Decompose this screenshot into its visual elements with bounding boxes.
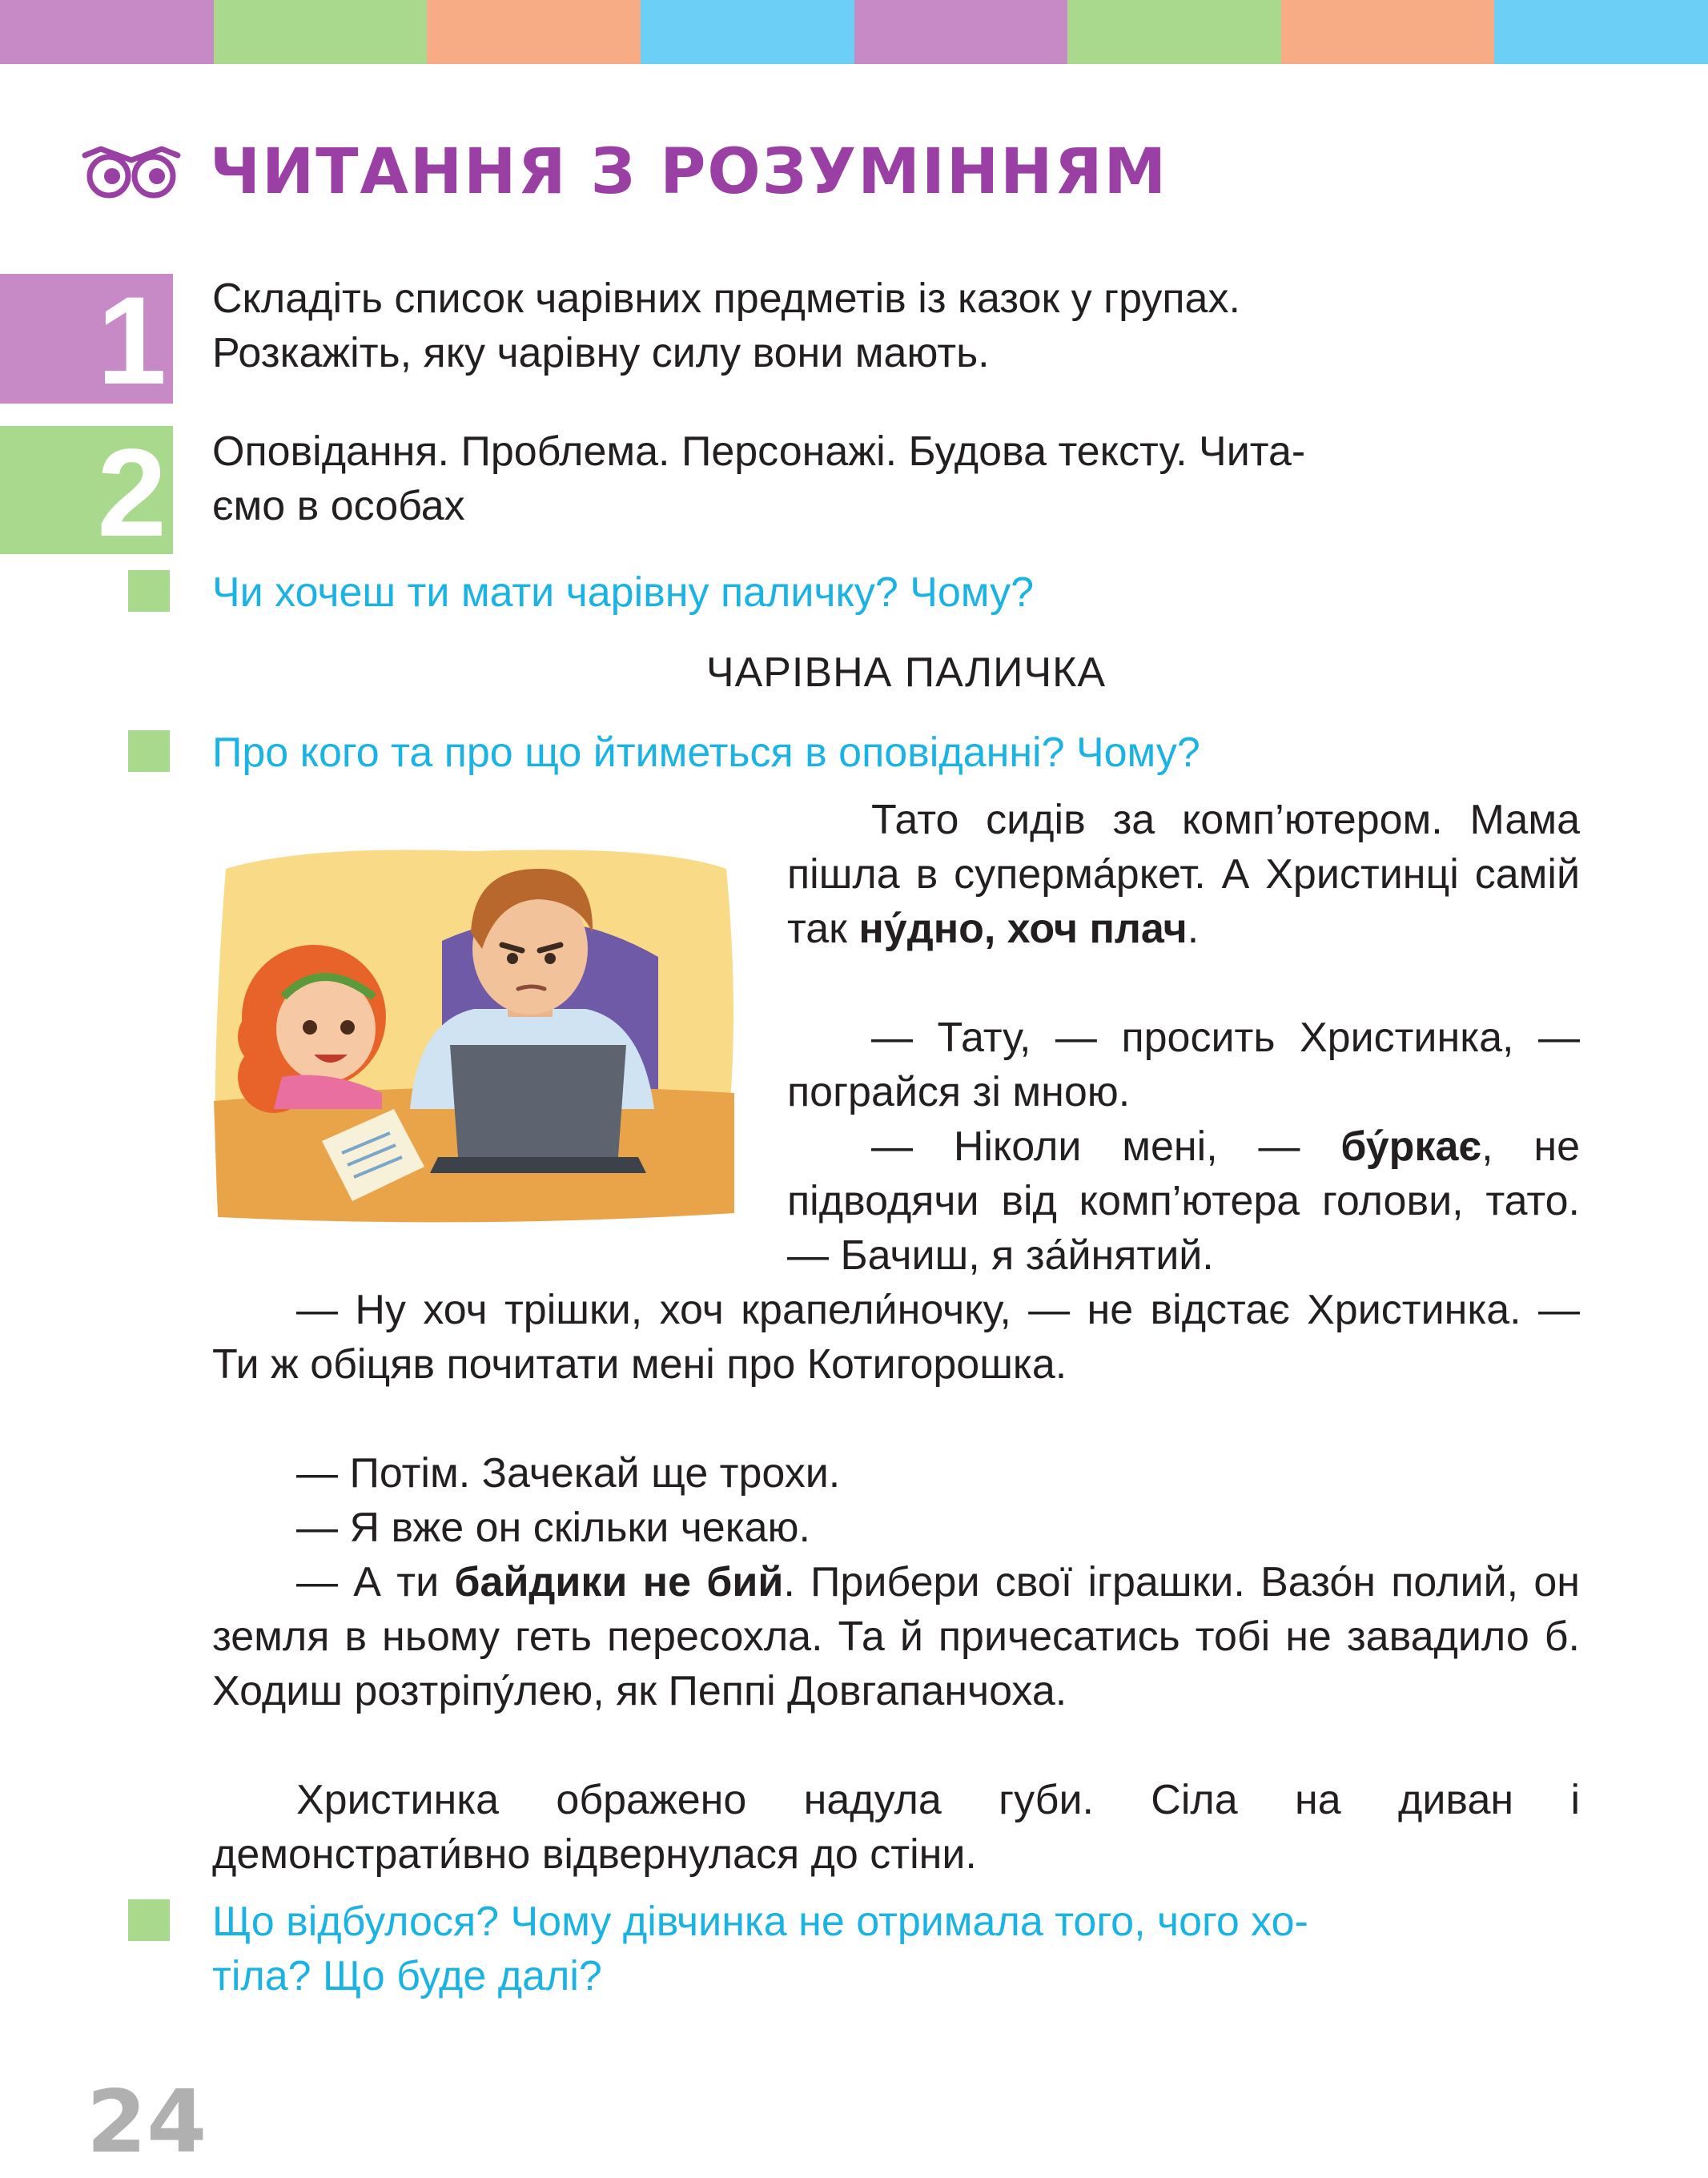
page-number: 24 — [86, 2072, 207, 2172]
story-paragraph — [787, 793, 1580, 956]
top-color-strip — [0, 0, 1708, 64]
task-line: ємо в особах — [212, 483, 465, 529]
story-text: . Прибери свої іграшки. Вазо́н полий, он земля в ньому геть пересохла. Та й причесатись тобі не завадило б. Ходиш розтріпу́лею, як Пеппі Довгапанчоха. — [212, 1559, 1581, 1714]
task-2-text — [212, 424, 1581, 533]
story-paragraph — [212, 1446, 1580, 1501]
strip-segment — [854, 0, 1068, 64]
father-at-laptop-with-girl-illustration — [210, 837, 738, 1225]
question-marker — [128, 570, 170, 612]
task-line: Складіть список чарівних предметів із казок у групах. — [212, 275, 1240, 322]
question-marker — [128, 730, 170, 772]
story-text: — Потім. Зачекай ще трохи. — [296, 1450, 841, 1497]
strip-segment — [0, 0, 214, 64]
strip-segment — [1494, 0, 1708, 64]
question-1: Чи хочеш ти мати чарівну паличку? Чому? — [212, 569, 1035, 616]
task-number-badge-1 — [0, 271, 173, 411]
story-paragraph — [787, 1011, 1580, 1119]
story-text: — Я вже он скільки чекаю. — [296, 1505, 810, 1551]
question-line: Що відбулося? Чому дівчинка не отримала того, чого хо- — [212, 1899, 1308, 1945]
section-heading — [80, 136, 1167, 208]
story-text: — Ніколи мені, — — [871, 1123, 1341, 1170]
strip-segment — [1067, 0, 1281, 64]
task-number: 2 — [97, 424, 167, 563]
story-text: — Тату, — просить Христинка, — пограйся зі мною. — [787, 1015, 1580, 1115]
story-text: Тато сидів за комп’ютером. Мама пішла в суперма́ркет. А Христинці самій так — [787, 797, 1580, 952]
task-1-text — [212, 271, 1581, 380]
section-title: ЧИТАННЯ З РОЗУМІННЯМ — [210, 136, 1168, 208]
strip-segment — [1281, 0, 1495, 64]
strip-segment — [427, 0, 641, 64]
story-paragraph — [212, 1555, 1580, 1718]
question-line: тіла? Що буде далі? — [212, 1953, 602, 1999]
story-text: , не підводячи від комп’ютера голови, тато. — Бачиш, я за́йнятий. — [787, 1123, 1581, 1279]
task-number: 1 — [97, 271, 167, 411]
story-text: . — [1187, 906, 1200, 952]
task-line: Розкажіть, яку чарівну силу вони мають. — [212, 330, 990, 376]
strip-segment — [214, 0, 428, 64]
question-2: Про кого та про що йтиметься в оповіданні? Чому? — [212, 729, 1200, 776]
story-title: ЧАРІВНА ПАЛИЧКА — [705, 649, 1107, 696]
task-number-badge-2 — [0, 424, 173, 563]
story-paragraph — [787, 1119, 1580, 1283]
owl-eyes-icon — [80, 144, 183, 200]
story-bold-phrase: ну́дно, хоч плач — [858, 906, 1188, 952]
question-marker — [128, 1899, 170, 1941]
strip-segment — [641, 0, 854, 64]
story-bold-phrase: байдики не бий — [454, 1559, 784, 1605]
story-paragraph — [212, 1501, 1580, 1555]
question-3 — [212, 1895, 1581, 2003]
story-text: — Ну хоч трішки, хоч крапели́ночку, — не відстає Христинка. — Ти ж обіцяв почитати мені про Котигорошка. — [212, 1287, 1580, 1388]
story-text: Христинка ображено надула губи. Сіла на диван і демонстрати́вно відвернулася до стіни. — [212, 1777, 1580, 1878]
task-line: Оповідання. Проблема. Персонажі. Будова тексту. Чита- — [212, 428, 1306, 475]
story-text: — А ти — [296, 1559, 455, 1605]
story-paragraph — [212, 1773, 1580, 1882]
story-bold-phrase: бу́ркає — [1340, 1123, 1482, 1170]
story-paragraph — [212, 1283, 1580, 1392]
